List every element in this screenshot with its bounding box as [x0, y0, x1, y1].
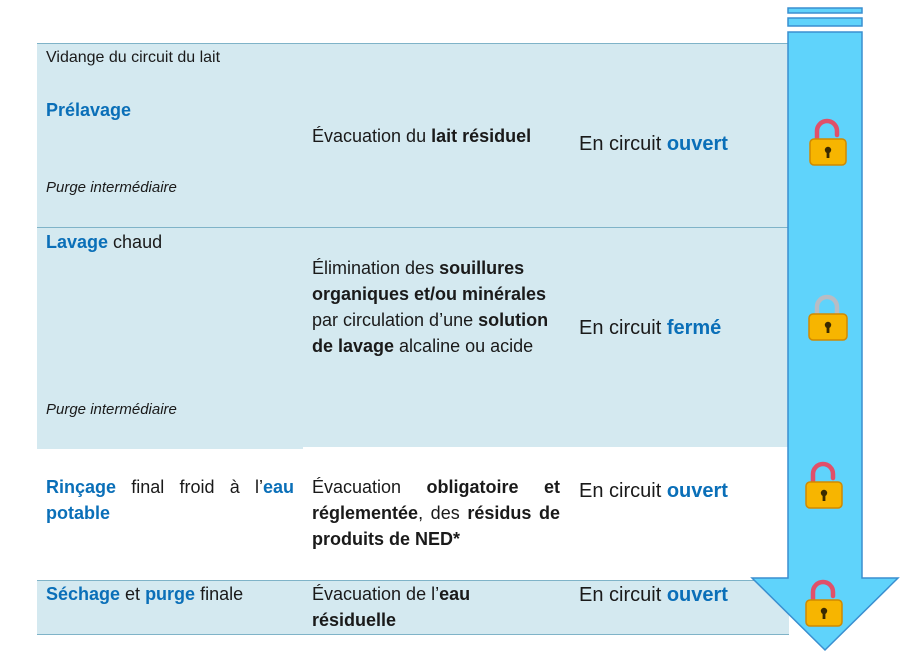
step-3-status: En circuit ouvert [579, 480, 728, 502]
step-4-title: Séchage et purge finale [46, 584, 244, 604]
lock-open-icon [804, 578, 846, 628]
lock-closed-icon [807, 292, 849, 342]
step-2-purge: Purge intermédiaire [46, 401, 177, 418]
step-1-title: Prélavage [46, 100, 132, 120]
step-3-title: Rinçage final froid à l’eau potable [46, 477, 294, 523]
lock-open-icon [808, 117, 850, 167]
step-2-title: Lavage chaud [46, 232, 163, 252]
lock-open-icon [804, 460, 846, 510]
step-1-description: Évacuation du lait résiduel [312, 126, 532, 146]
step-1-status: En circuit ouvert [579, 133, 728, 155]
step-2-description: Élimination des souillures organiques et/ou minérales par circulation d’une solution de lavage alcaline ou acide [312, 258, 549, 356]
step-4-description: Évacuation de l’eau résiduelle [312, 584, 471, 630]
step-1-purge: Purge intermédiaire [46, 179, 177, 196]
step-2-status: En circuit fermé [579, 317, 722, 339]
step-1-subtitle: Vidange du circuit du lait [46, 49, 221, 66]
step-4-status: En circuit ouvert [579, 584, 728, 606]
step-3-description: Évacuation obligatoire et réglementée, des résidus de produits de NED* [312, 477, 561, 549]
